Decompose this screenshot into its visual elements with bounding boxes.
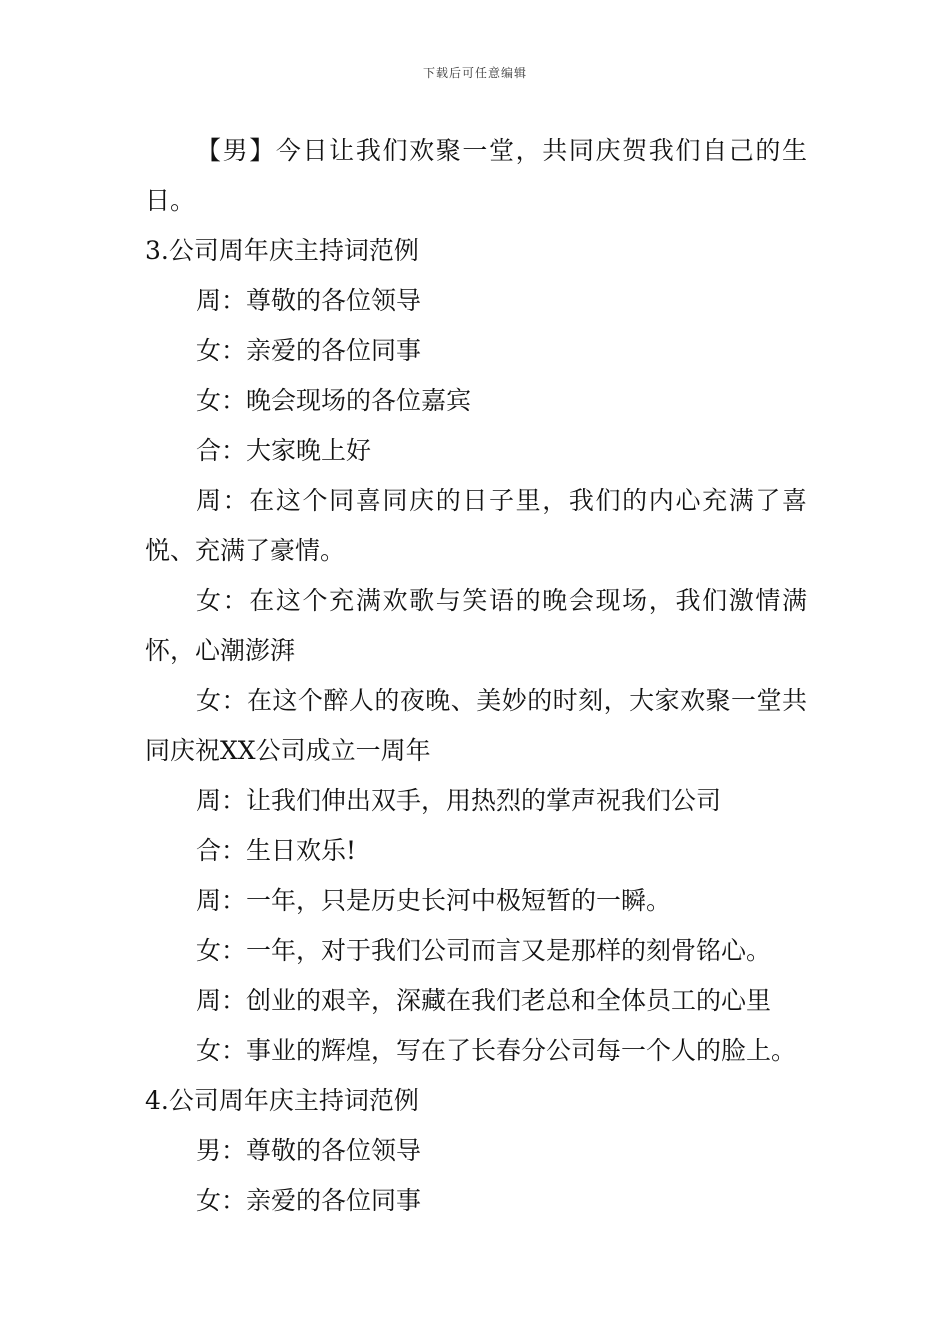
paragraph: 男：尊敬的各位领导 bbox=[196, 1136, 422, 1165]
paragraph: 女：亲爱的各位同事 bbox=[196, 336, 422, 365]
section-heading: 4.公司周年庆主持词范例 bbox=[145, 1086, 419, 1115]
document-body bbox=[145, 126, 807, 1226]
paragraph: 女：亲爱的各位同事 bbox=[196, 1186, 422, 1215]
paragraph: 合：生日欢乐! bbox=[196, 836, 357, 865]
paragraph: 周：让我们伸出双手，用热烈的掌声祝我们公司 bbox=[196, 786, 722, 815]
paragraph: 【男】今日让我们欢聚一堂，共同庆贺我们自己的生日。 bbox=[145, 136, 807, 215]
paragraph: 女：在这个充满欢歌与笑语的晚会现场，我们激情满怀，心潮澎湃 bbox=[145, 586, 807, 665]
paragraph: 合：大家晚上好 bbox=[196, 436, 372, 465]
paragraph: 周：在这个同喜同庆的日子里，我们的内心充满了喜悦、充满了豪情。 bbox=[145, 486, 807, 565]
paragraph: 女：晚会现场的各位嘉宾 bbox=[196, 386, 472, 415]
paragraph: 周：一年，只是历史长河中极短暂的一瞬。 bbox=[196, 886, 672, 915]
paragraph: 女：在这个醉人的夜晚、美妙的时刻，大家欢聚一堂共同庆祝XX公司成立一周年 bbox=[145, 686, 807, 765]
paragraph: 女：事业的辉煌，写在了长春分公司每一个人的脸上。 bbox=[196, 1036, 797, 1065]
paragraph: 女：一年，对于我们公司而言又是那样的刻骨铭心。 bbox=[196, 936, 772, 965]
paragraph: 周：尊敬的各位领导 bbox=[196, 286, 422, 315]
section-heading: 3.公司周年庆主持词范例 bbox=[145, 236, 419, 265]
paragraph: 周：创业的艰辛，深藏在我们老总和全体员工的心里 bbox=[196, 986, 772, 1015]
page-header: 下载后可任意编辑 bbox=[422, 66, 527, 80]
